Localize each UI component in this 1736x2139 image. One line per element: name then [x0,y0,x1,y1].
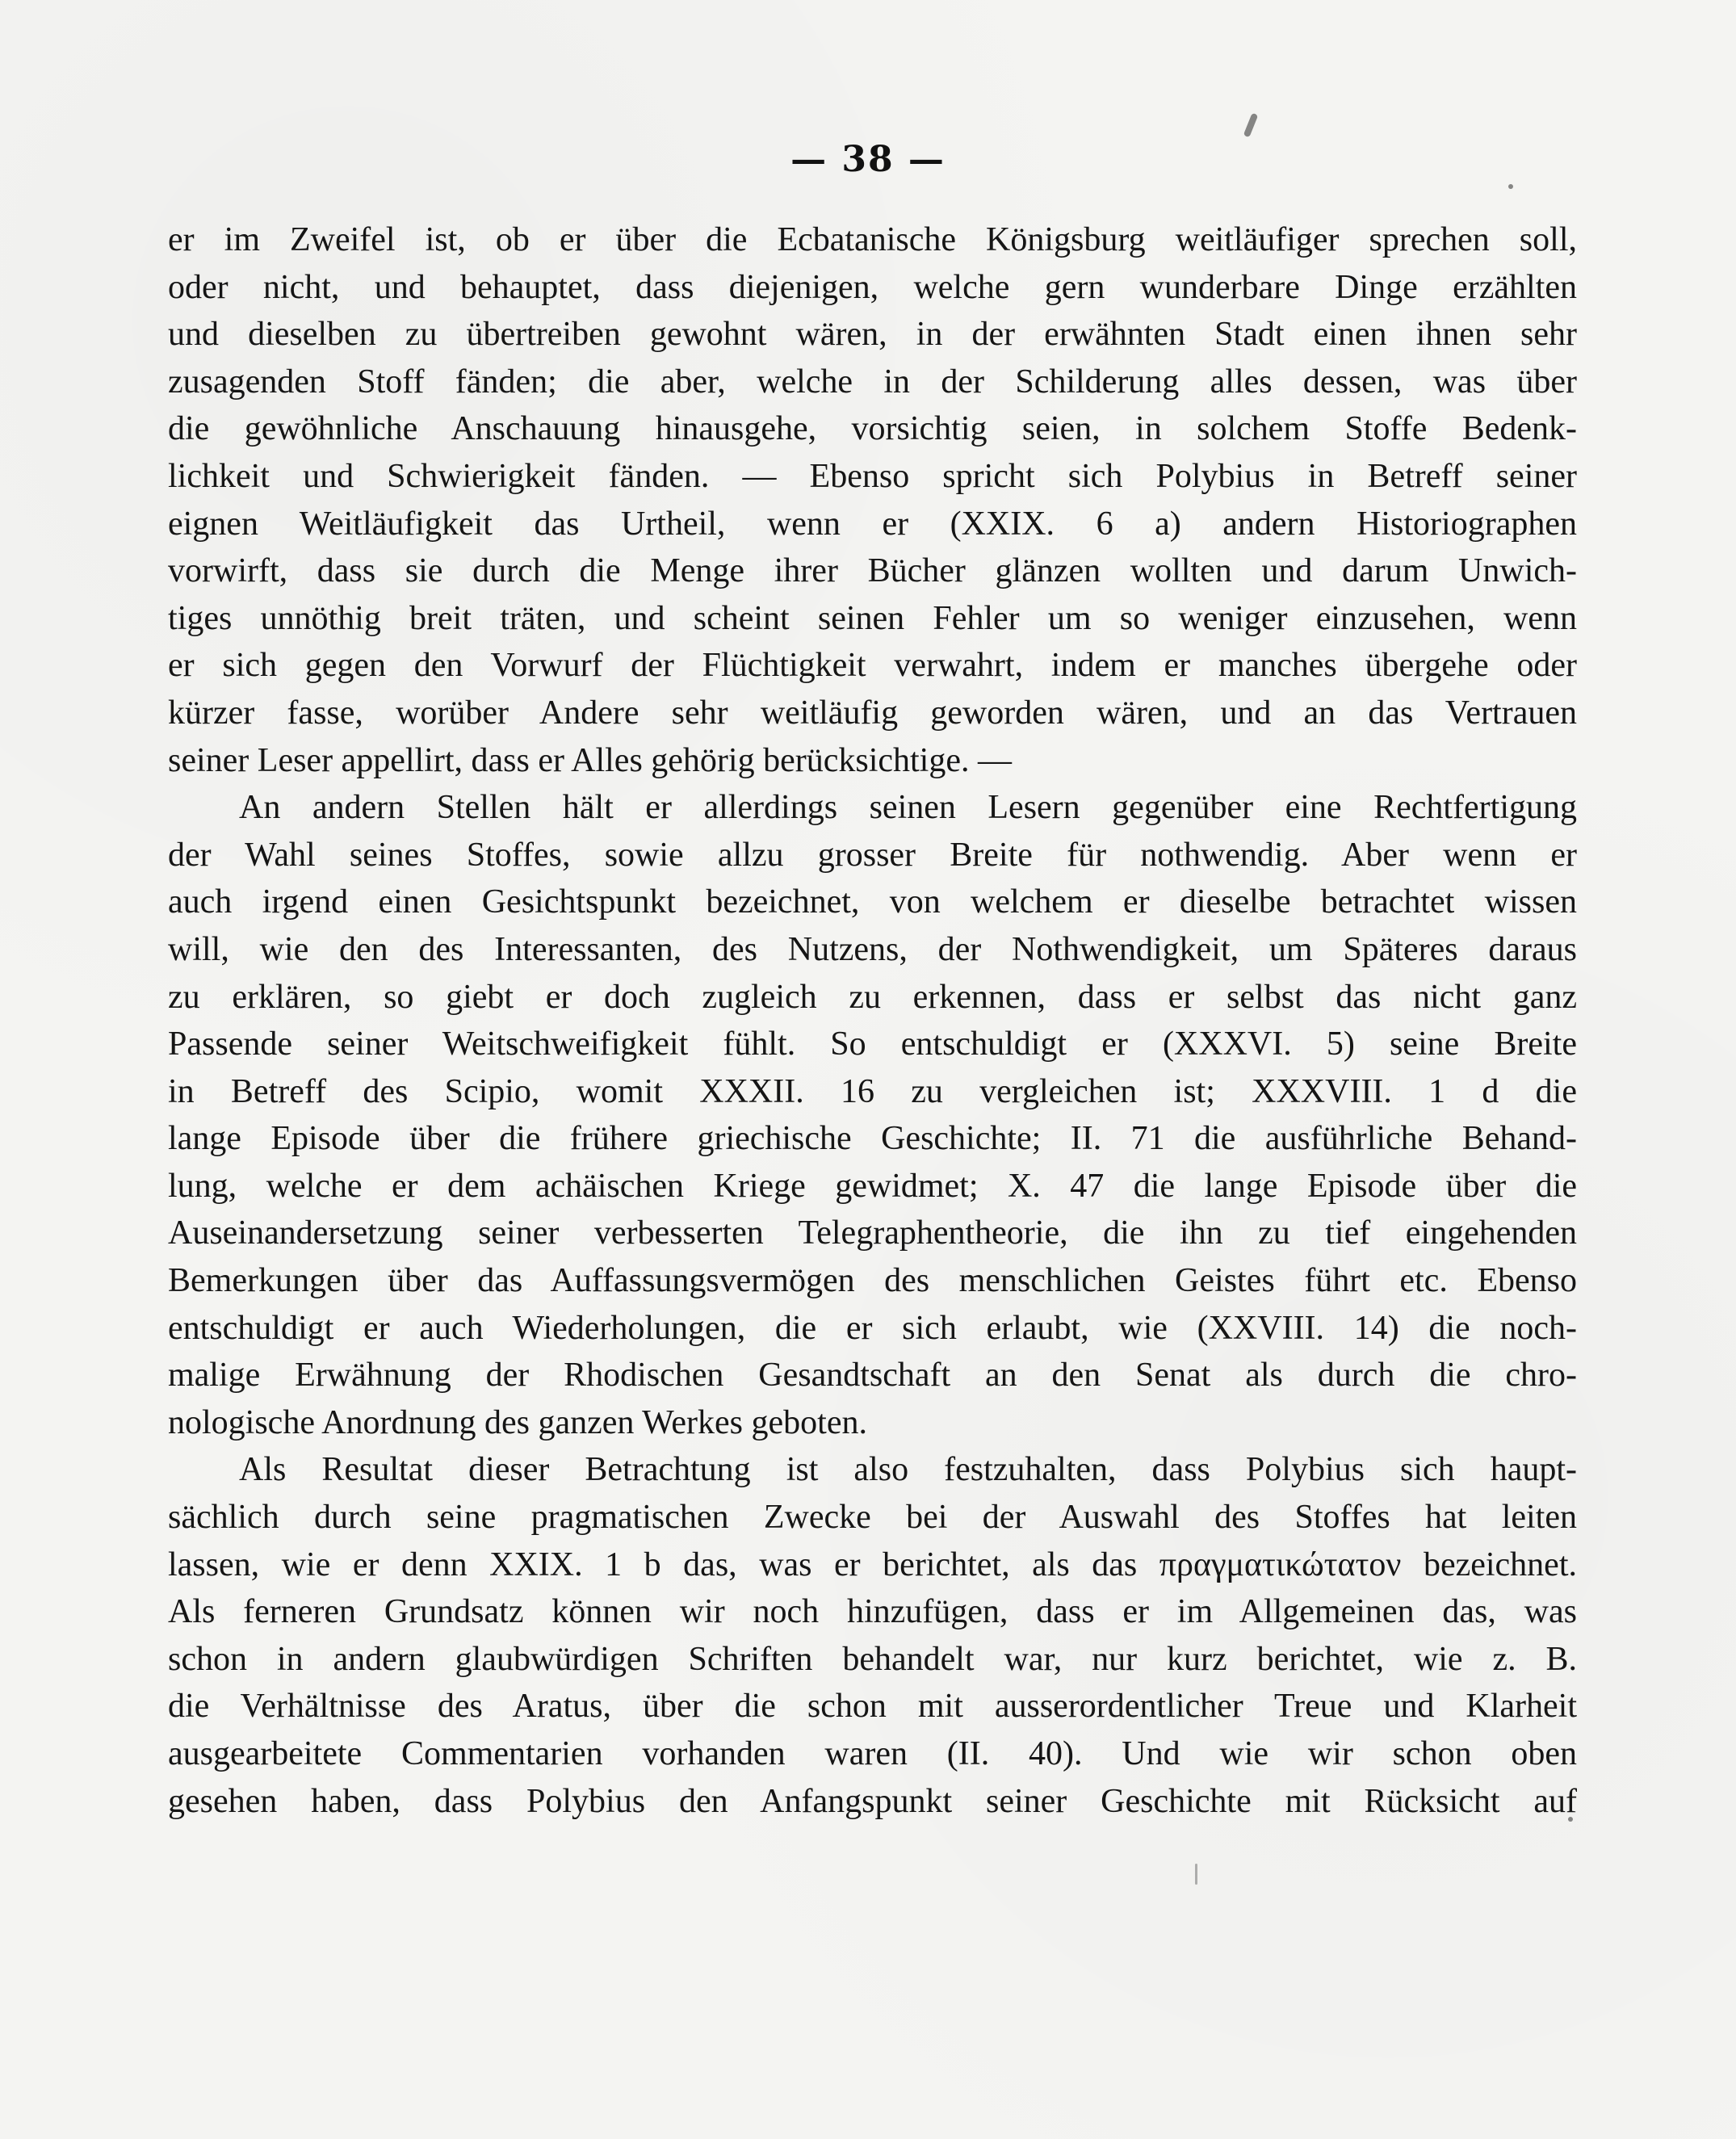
text-line: malige Erwähnung der Rhodischen Gesandtschaft an den Senat als durch die chro- [168,1357,1577,1395]
text-line: lung, welche er dem achäischen Kriege gewidmet; X. 47 die lange Episode über die [168,1167,1577,1205]
text-line: die gewöhnliche Anschauung hinausgehe, vorsichtig seien, in solchem Stoffe Bedenk- [168,410,1577,448]
paragraph-start-line: An andern Stellen hält er allerdings seinen Lesern gegenüber eine Rechtfertigung [239,789,1577,827]
text-line: zusagenden Stoff fänden; die aber, welche in der Schilderung alles dessen, was über [168,363,1577,401]
text-line: die Verhältnisse des Aratus, über die schon mit ausserordentlicher Treue und Klarheit [168,1688,1577,1726]
paragraph-end-line: nologische Anordnung des ganzen Werkes geboten. [168,1403,867,1441]
ink-speck [1243,113,1259,138]
text-line: vorwirft, dass sie durch die Menge ihrer Bücher glänzen wollten und darum Unwich- [168,552,1577,590]
text-line: tiges unnöthig breit träten, und scheint seinen Fehler um so weniger einzusehen, wenn [168,599,1577,637]
text-line: kürzer fasse, worüber Andere sehr weitläufig geworden wären, und an das Vertrauen [168,694,1577,732]
text-line: oder nicht, und behauptet, dass diejenigen, welche gern wunderbare Dinge erzählten [168,268,1577,306]
text-line: lassen, wie er denn XXIX. 1 b das, was er berichtet, als das πραγματικώτατον bezeichnet. [168,1546,1577,1583]
page-number: — 38 — [790,139,946,180]
text-line: eignen Weitläufigkeit das Urtheil, wenn er (XXIX. 6 a) andern Historiographen [168,505,1577,543]
text-line: er sich gegen den Vorwurf der Flüchtigkeit verwahrt, indem er manches übergehe oder [168,647,1577,685]
text-line: Passende seiner Weitschweifigkeit fühlt. So entschuldigt er (XXXVI. 5) seine Breite [168,1025,1577,1063]
text-line: und dieselben zu übertreiben gewohnt wären, in der erwähnten Stadt einen ihnen sehr [168,316,1577,354]
text-line: gesehen haben, dass Polybius den Anfangspunkt seiner Geschichte mit Rücksicht auf [168,1782,1577,1820]
text-line: er im Zweifel ist, ob er über die Ecbatanische Königsburg weitläufiger sprechen soll, [168,221,1577,258]
text-line: Auseinandersetzung seiner verbesserten Telegraphentheorie, die ihn zu tief eingehenden [168,1214,1577,1252]
text-line: Als ferneren Grundsatz können wir noch hinzufügen, dass er im Allgemeinen das, was [168,1593,1577,1631]
paragraph-end-line: seiner Leser appellirt, dass er Alles gehörig berücksichtige. — [168,741,1012,779]
text-line: ausgearbeitete Commentarien vorhanden waren (II. 40). Und wie wir schon oben [168,1735,1577,1772]
text-line: schon in andern glaubwürdigen Schriften behandelt war, nur kurz berichtet, wie z. B. [168,1640,1577,1678]
text-line: sächlich durch seine pragmatischen Zwecke bei der Auswahl des Stoffes hat leiten [168,1499,1577,1537]
text-line: zu erklären, so giebt er doch zugleich zu erkennen, dass er selbst das nicht ganz [168,978,1577,1016]
text-line: der Wahl seines Stoffes, sowie allzu grosser Breite für nothwendig. Aber wenn er [168,836,1577,874]
ink-speck [1195,1864,1197,1885]
body-text [168,216,1577,1825]
text-line: will, wie den des Interessanten, des Nutzens, der Nothwendigkeit, um Späteres daraus [168,930,1577,968]
text-line: lichkeit und Schwierigkeit fänden. — Ebenso spricht sich Polybius in Betreff seiner [168,457,1577,495]
text-line: in Betreff des Scipio, womit XXXII. 16 zu vergleichen ist; XXXVIII. 1 d die [168,1072,1577,1110]
text-line: entschuldigt er auch Wiederholungen, die er sich erlaubt, wie (XXVIII. 14) die noch- [168,1309,1577,1347]
paragraph-start-line: Als Resultat dieser Betrachtung ist also festzuhalten, dass Polybius sich haupt- [239,1451,1577,1489]
ink-speck [1508,184,1513,189]
text-line: lange Episode über die frühere griechische Geschichte; II. 71 die ausführliche Behand- [168,1120,1577,1158]
text-line: Bemerkungen über das Auffassungsvermögen des menschlichen Geistes führt etc. Ebenso [168,1262,1577,1300]
text-line: auch irgend einen Gesichtspunkt bezeichnet, von welchem er dieselbe betrachtet wissen [168,883,1577,921]
